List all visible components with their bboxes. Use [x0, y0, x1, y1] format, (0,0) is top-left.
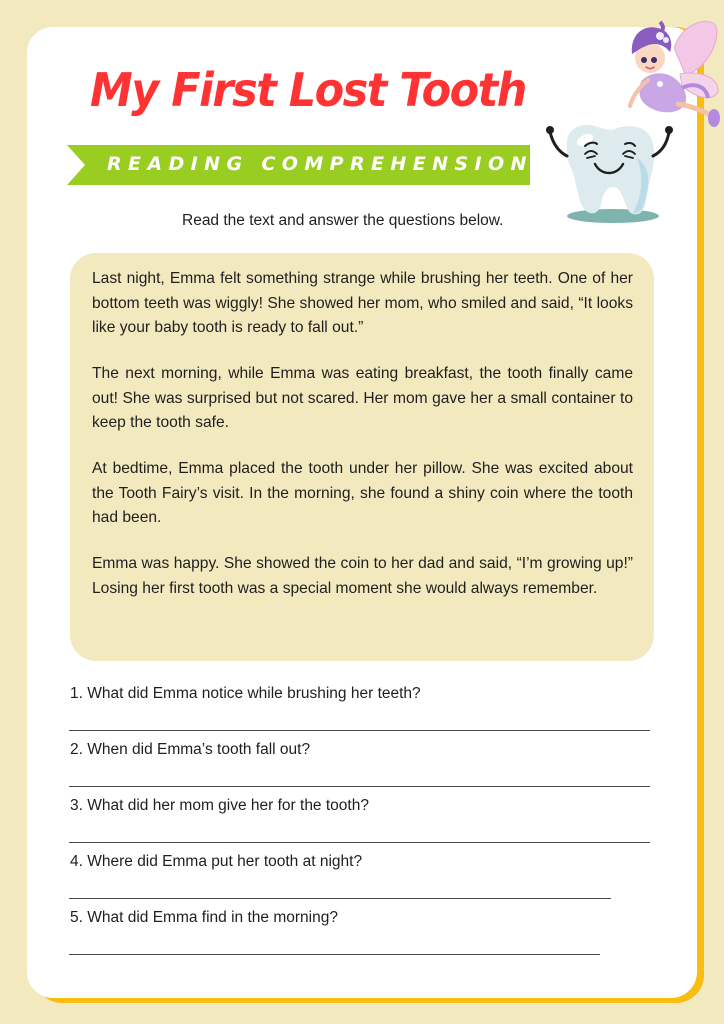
story-box	[70, 253, 654, 661]
question-1: 1. What did Emma notice while brushing her teeth?	[70, 685, 421, 702]
page-title: My First Lost Tooth	[90, 64, 526, 118]
question-5: 5. What did Emma find in the morning?	[70, 909, 338, 926]
answer-line-3[interactable]	[69, 842, 650, 843]
story-paragraph: Emma was happy. She showed the coin to her dad and said, “I’m growing up!” Losing her first tooth was a special moment she would always remember.	[92, 555, 633, 597]
answer-line-1[interactable]	[69, 730, 650, 731]
answer-line-2[interactable]	[69, 786, 650, 787]
answer-line-5[interactable]	[69, 954, 600, 955]
question-2: 2. When did Emma’s tooth fall out?	[70, 741, 311, 758]
banner-label: READING COMPREHENSION	[107, 153, 533, 175]
question-4: 4. Where did Emma put her tooth at night?	[70, 853, 363, 870]
subtitle-banner	[67, 145, 533, 185]
tooth-fairy-icon	[620, 18, 724, 139]
instructions-text: Read the text and answer the questions below.	[182, 212, 504, 229]
answer-line-4[interactable]	[69, 898, 611, 899]
story-paragraph: The next morning, while Emma was eating breakfast, the tooth finally came out! She was surprised but not scared. Her mom gave her a small container to keep the tooth safe.	[92, 365, 633, 431]
story-paragraph: Last night, Emma felt something strange while brushing her teeth. One of her bottom teeth was wiggly! She showed her mom, who smiled and said, “It looks like your baby tooth is ready to fall out.”	[92, 270, 633, 336]
question-3: 3. What did her mom give her for the tooth?	[70, 797, 369, 814]
story-paragraph: At bedtime, Emma placed the tooth under her pillow. She was excited about the Tooth Fairy’s visit. In the morning, she found a shiny coin where the tooth had been.	[92, 460, 633, 526]
